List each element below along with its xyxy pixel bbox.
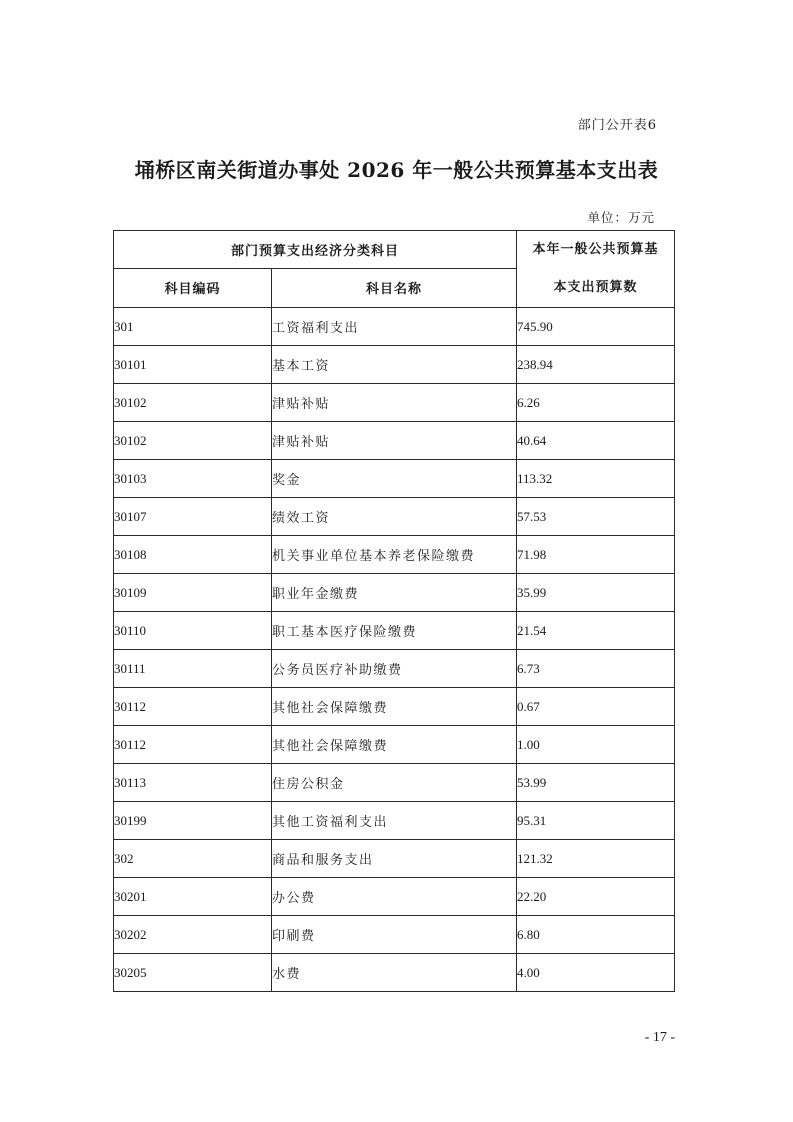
row-code: 30205: [114, 954, 272, 992]
row-name: 其他社会保障缴费: [272, 726, 517, 764]
row-amount: 1.00: [517, 726, 675, 764]
row-code: 30102: [114, 422, 272, 460]
row-name: 住房公积金: [272, 764, 517, 802]
row-code: 301: [114, 308, 272, 346]
table-row: [114, 536, 675, 574]
row-code: 30110: [114, 612, 272, 650]
row-code: 30201: [114, 878, 272, 916]
table-row: [114, 840, 675, 878]
budget-table: [113, 230, 675, 992]
table-body: [114, 308, 675, 992]
page-number: - 17 -: [644, 1030, 675, 1045]
row-amount: 95.31: [517, 802, 675, 840]
table-row: [114, 954, 675, 992]
name-header: 科目名称: [272, 268, 517, 307]
row-amount: 22.20: [517, 878, 675, 916]
row-code: 30111: [114, 650, 272, 688]
row-name: 职工基本医疗保险缴费: [272, 612, 517, 650]
group-header: 部门预算支出经济分类科目: [114, 231, 517, 269]
row-name: 工资福利支出: [272, 308, 517, 346]
table-row: [114, 726, 675, 764]
row-amount: 53.99: [517, 764, 675, 802]
table-row: [114, 308, 675, 346]
amount-header: [517, 231, 675, 308]
row-name: 公务员医疗补助缴费: [272, 650, 517, 688]
row-name: 印刷费: [272, 916, 517, 954]
row-name: 津贴补贴: [272, 384, 517, 422]
table-row: [114, 612, 675, 650]
row-code: 30113: [114, 764, 272, 802]
table-row: [114, 878, 675, 916]
table-row: [114, 916, 675, 954]
page-title: 埇桥区南关街道办事处 2026 年一般公共预算基本支出表: [134, 158, 659, 182]
row-code: 302: [114, 840, 272, 878]
row-code: 30101: [114, 346, 272, 384]
row-amount: 4.00: [517, 954, 675, 992]
row-name: 职业年金缴费: [272, 574, 517, 612]
row-amount: 40.64: [517, 422, 675, 460]
table-row: [114, 802, 675, 840]
row-code: 30112: [114, 688, 272, 726]
row-code: 30102: [114, 384, 272, 422]
row-amount: 6.26: [517, 384, 675, 422]
row-code: 30202: [114, 916, 272, 954]
row-name: 津贴补贴: [272, 422, 517, 460]
row-amount: 113.32: [517, 460, 675, 498]
row-code: 30108: [114, 536, 272, 574]
unit-label: 单位：万元: [587, 210, 655, 225]
table-row: [114, 764, 675, 802]
row-name: 机关事业单位基本养老保险缴费: [272, 536, 517, 574]
row-name: 其他社会保障缴费: [272, 688, 517, 726]
row-name: 绩效工资: [272, 498, 517, 536]
row-name: 其他工资福利支出: [272, 802, 517, 840]
row-amount: 121.32: [517, 840, 675, 878]
row-name: 水费: [272, 954, 517, 992]
table-row: [114, 422, 675, 460]
table-row: [114, 688, 675, 726]
amount-header-line1: 本年一般公共预算基: [532, 242, 659, 257]
row-name: 奖金: [272, 460, 517, 498]
table-row: [114, 460, 675, 498]
row-amount: 57.53: [517, 498, 675, 536]
row-amount: 6.73: [517, 650, 675, 688]
row-code: 30107: [114, 498, 272, 536]
row-amount: 6.80: [517, 916, 675, 954]
row-code: 30109: [114, 574, 272, 612]
table-row: [114, 384, 675, 422]
row-name: 办公费: [272, 878, 517, 916]
table-row: [114, 498, 675, 536]
row-amount: 745.90: [517, 308, 675, 346]
row-name: 基本工资: [272, 346, 517, 384]
row-amount: 21.54: [517, 612, 675, 650]
table-row: [114, 346, 675, 384]
row-amount: 35.99: [517, 574, 675, 612]
row-name: 商品和服务支出: [272, 840, 517, 878]
code-header: 科目编码: [114, 268, 272, 307]
table-label: 部门公开表6: [577, 118, 657, 133]
row-amount: 238.94: [517, 346, 675, 384]
table-row: [114, 650, 675, 688]
row-code: 30199: [114, 802, 272, 840]
amount-header-line2: 本支出预算数: [553, 280, 638, 295]
row-amount: 71.98: [517, 536, 675, 574]
table-row: [114, 574, 675, 612]
row-amount: 0.67: [517, 688, 675, 726]
row-code: 30112: [114, 726, 272, 764]
row-code: 30103: [114, 460, 272, 498]
